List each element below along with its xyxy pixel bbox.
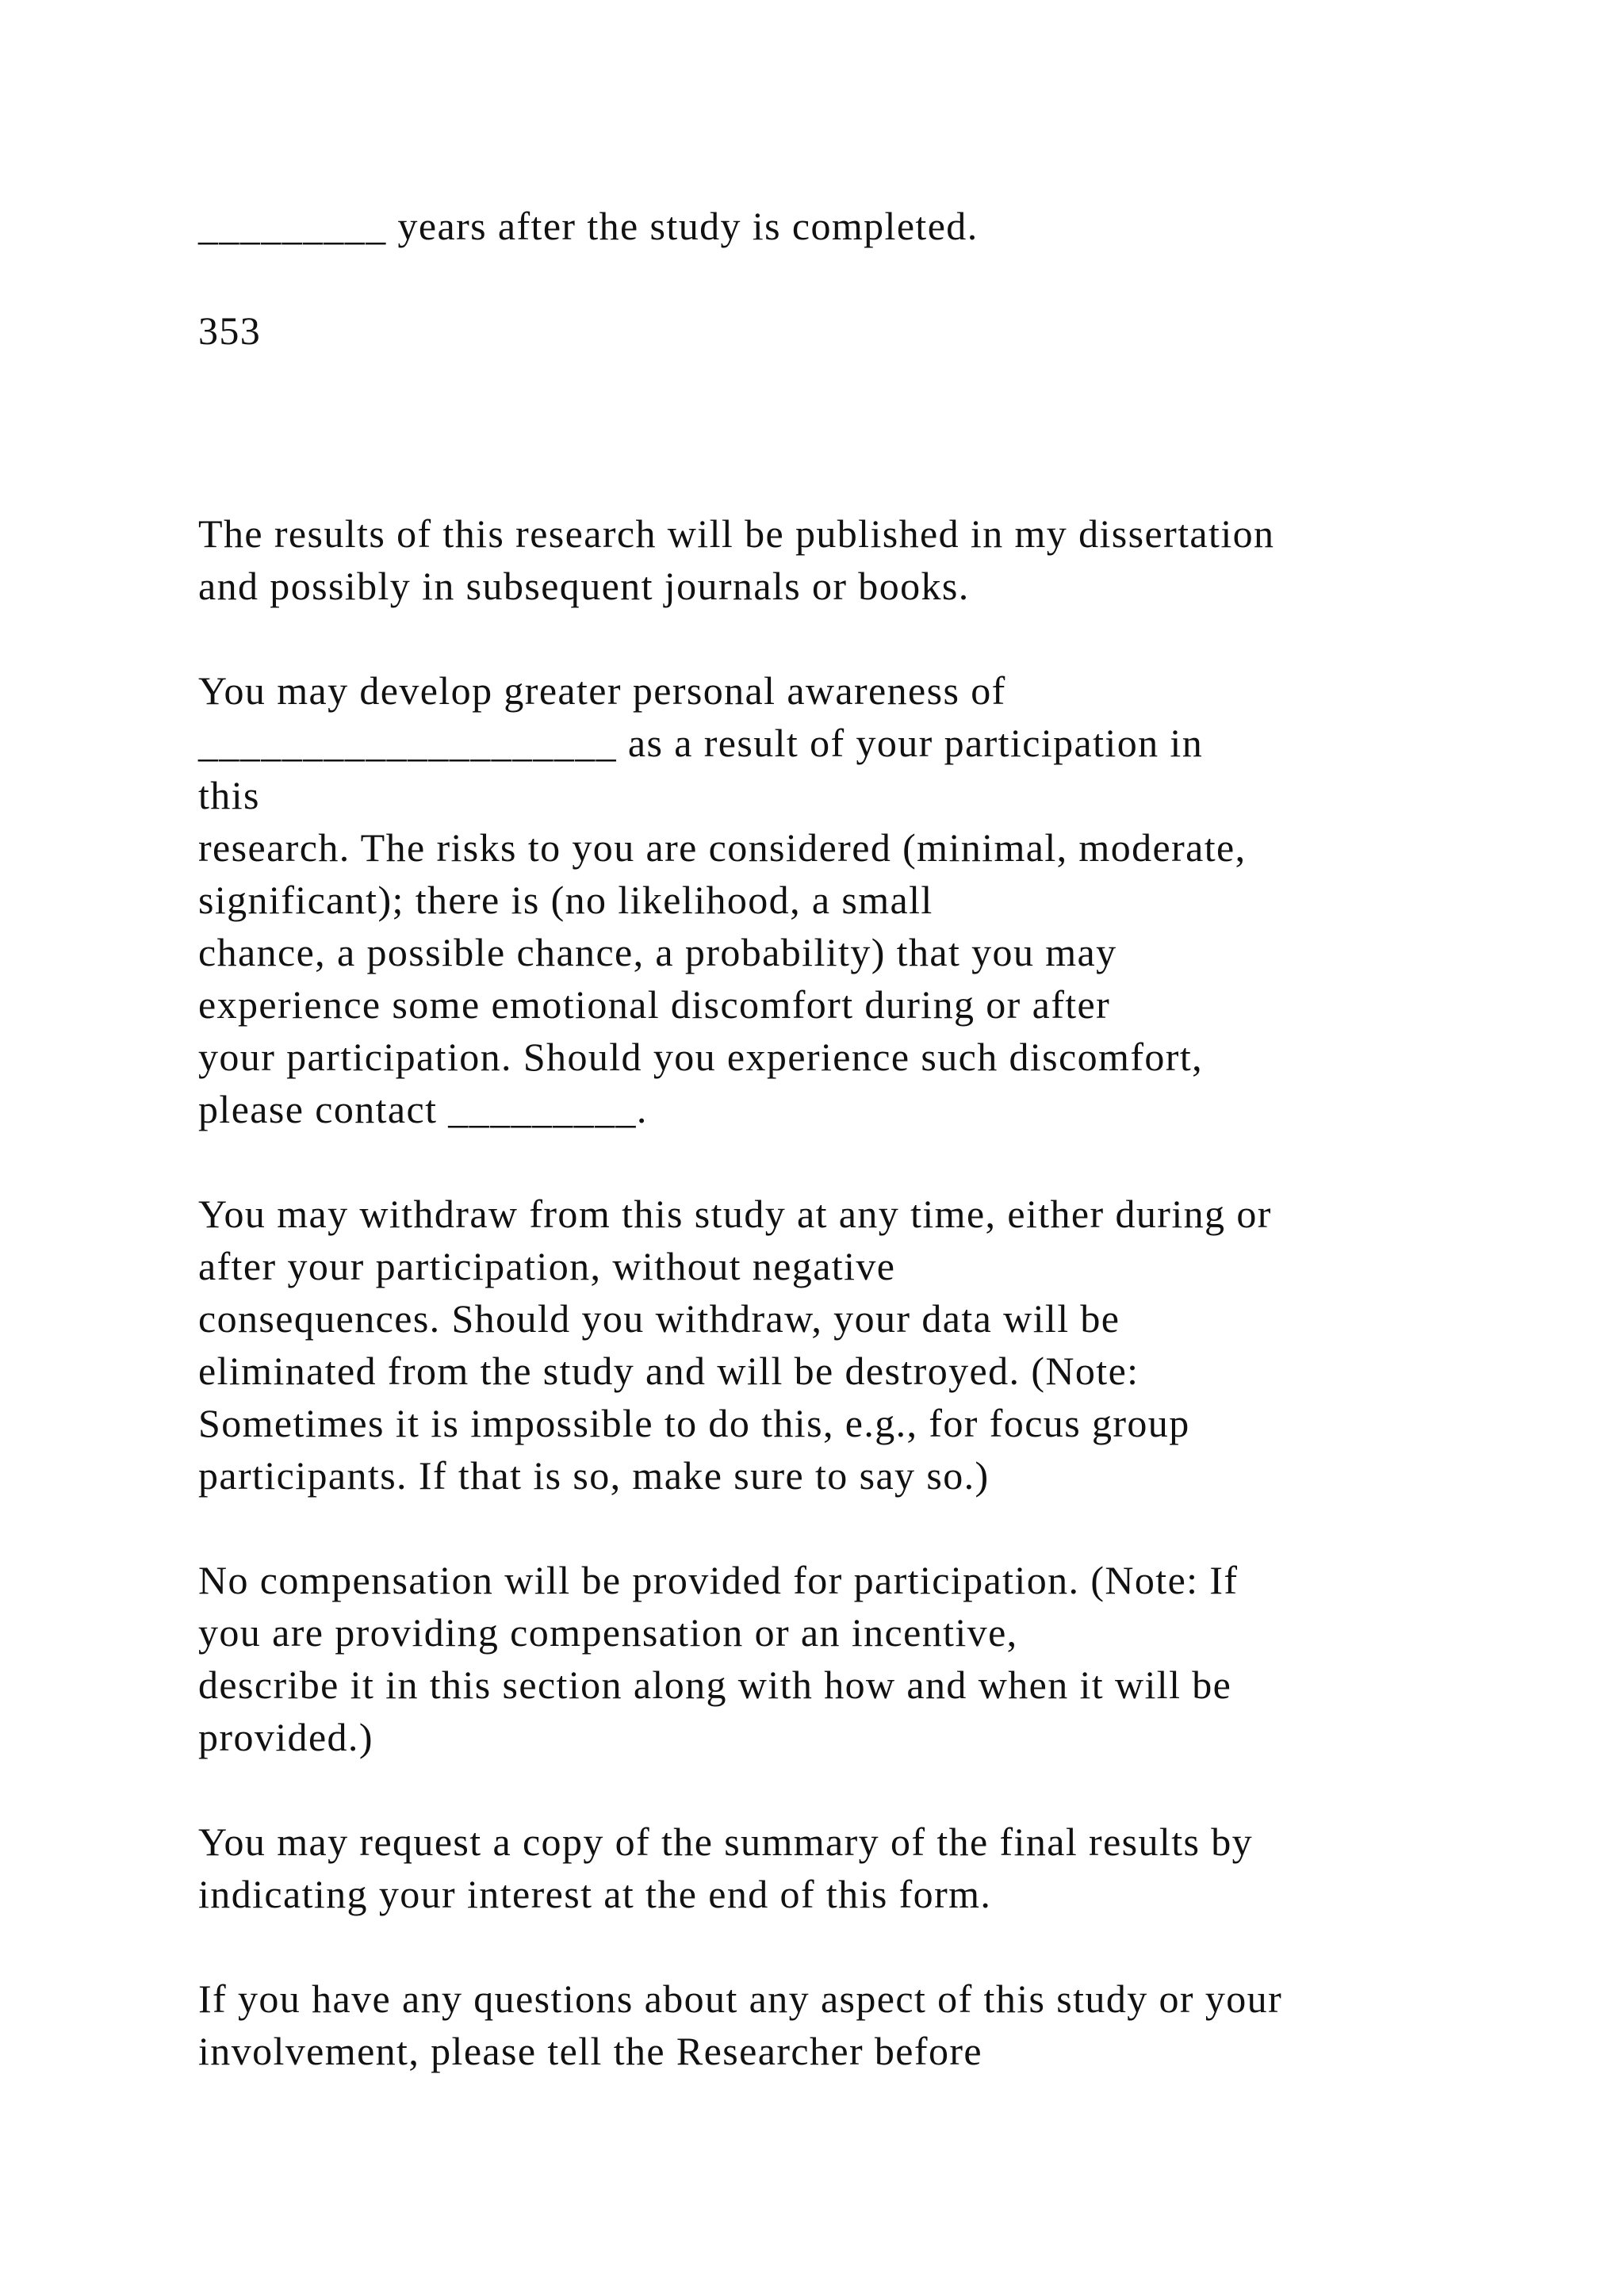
retention-line: _________ years after the study is completed. (198, 204, 979, 248)
spacer (198, 1763, 1435, 1816)
text-line: If you have any questions about any aspect of this study or your (198, 1976, 1283, 2021)
text-line: ____________________ as a result of your participation in (198, 721, 1204, 765)
text-line: you are providing compensation or an incentive, (198, 1610, 1018, 1655)
text-line: You may request a copy of the summary of the final results by (198, 1820, 1254, 1864)
spacer (198, 1920, 1435, 1973)
text-line: chance, a possible chance, a probability) that you may (198, 930, 1117, 974)
paragraph-results (198, 507, 1435, 612)
paragraph-questions (198, 1973, 1435, 2077)
text-line: and possibly in subsequent journals or books. (198, 564, 970, 608)
text-line: significant); there is (no likelihood, a small (198, 878, 933, 922)
page-number: 353 (198, 308, 262, 353)
text-line: No compensation will be provided for participation. (Note: If (198, 1558, 1239, 1602)
spacer (198, 357, 1435, 507)
paragraph-withdrawal (198, 1188, 1435, 1502)
text-line: your participation. Should you experience such discomfort, (198, 1035, 1204, 1079)
text-line: this (198, 773, 260, 817)
text-line: describe it in this section along with how and when it will be (198, 1663, 1232, 1707)
spacer (198, 252, 1435, 304)
text-line: Sometimes it is impossible to do this, e.g., for focus group (198, 1401, 1190, 1445)
text-line: please contact _________. (198, 1087, 648, 1131)
text-line: eliminated from the study and will be destroyed. (Note: (198, 1349, 1139, 1393)
text-line: indicating your interest at the end of this form. (198, 1872, 992, 1916)
text-line: research. The risks to you are considered (minimal, moderate, (198, 825, 1247, 870)
document-body (198, 200, 1435, 2077)
spacer (198, 1135, 1435, 1188)
text-line: involvement, please tell the Researcher before (198, 2029, 982, 2073)
text-line: experience some emotional discomfort during or after (198, 982, 1111, 1027)
paragraph-summary-request (198, 1816, 1435, 1920)
paragraph-compensation (198, 1554, 1435, 1763)
spacer (198, 1502, 1435, 1554)
paragraph-risks (198, 664, 1435, 1135)
text-line: You may withdraw from this study at any time, either during or (198, 1192, 1272, 1236)
text-line: You may develop greater personal awareness of (198, 668, 1006, 713)
text-line: consequences. Should you withdraw, your data will be (198, 1296, 1120, 1341)
text-line: The results of this research will be published in my dissertation (198, 511, 1275, 556)
text-line: participants. If that is so, make sure to say so.) (198, 1453, 990, 1498)
text-line: after your participation, without negative (198, 1244, 896, 1288)
spacer (198, 612, 1435, 664)
text-line: provided.) (198, 1715, 373, 1759)
